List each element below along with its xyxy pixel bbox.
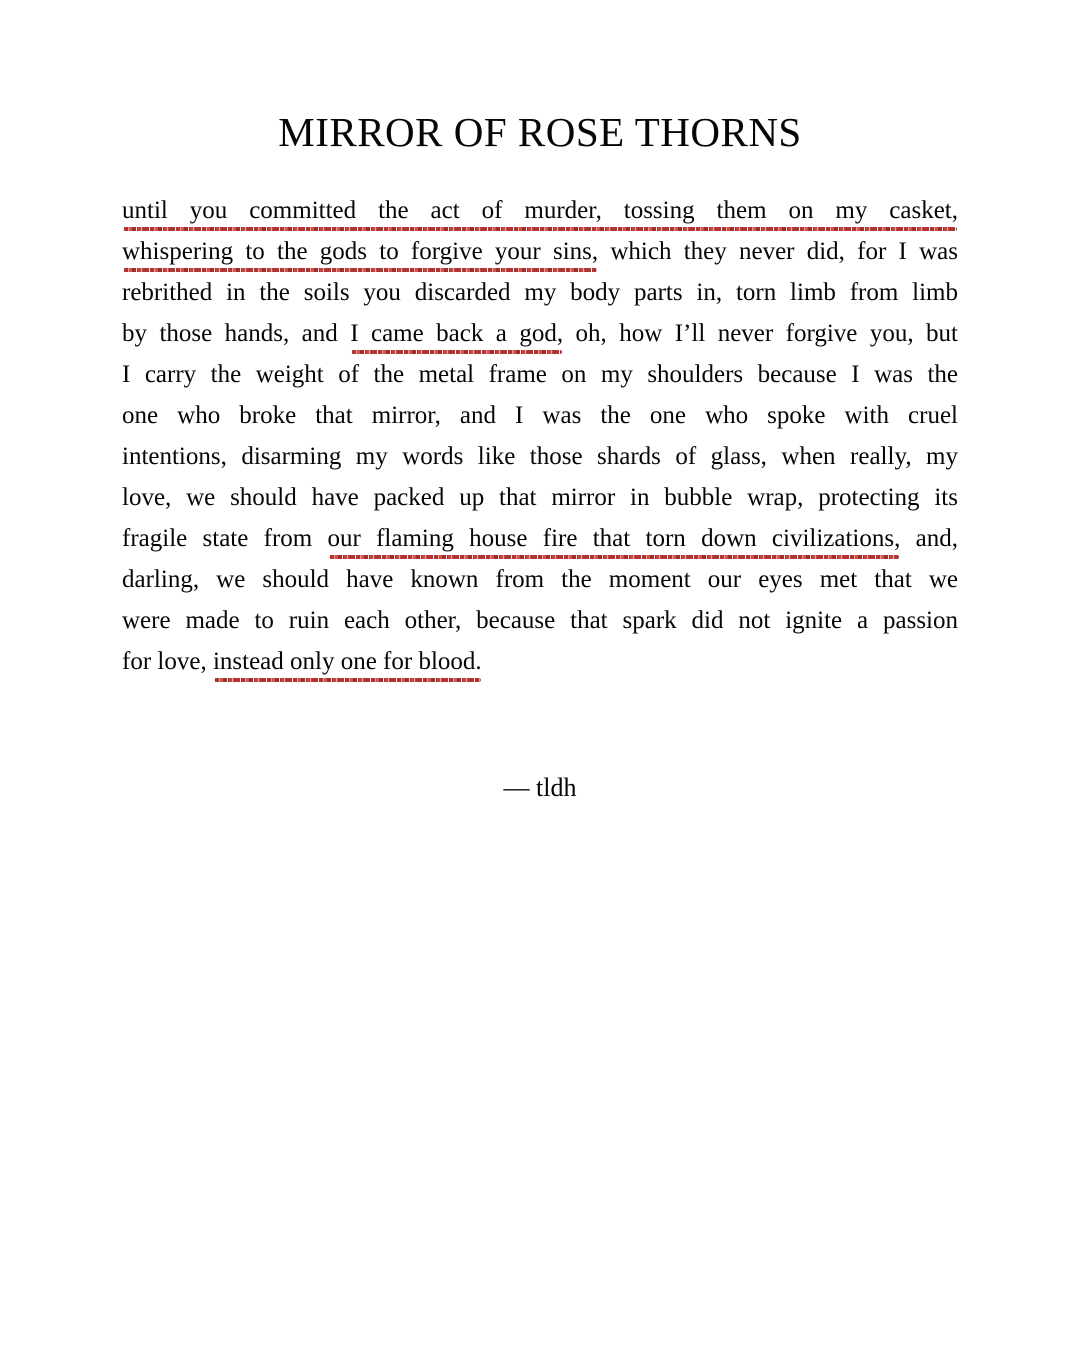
poem-text: love, we should have packed up that mirror in bubble wrap, protecting its — [122, 484, 958, 511]
underlined-phrase: until you committed the act of murder, tossing them on my casket, — [122, 197, 958, 224]
underlined-phrase: whispering to the gods to forgive your sins, — [122, 238, 599, 265]
poem-line — [122, 477, 958, 518]
underlined-phrase: our flaming house fire that torn down civilizations, — [327, 525, 901, 552]
poem-body — [122, 190, 958, 682]
poem-text: and, — [900, 525, 958, 552]
poem-text: darling, we should have known from the moment our eyes met that we — [122, 566, 958, 593]
poem-text: one who broke that mirror, and I was the one who spoke with cruel — [122, 402, 958, 429]
poem-line — [122, 272, 958, 313]
poem-text: intentions, disarming my words like those shards of glass, when really, my — [122, 443, 958, 470]
poem-text: I carry the weight of the metal frame on my shoulders because I was the — [122, 361, 958, 388]
poem-line — [122, 518, 958, 559]
poem-line — [122, 190, 958, 231]
poem-line — [122, 231, 958, 272]
poem-line — [122, 313, 958, 354]
poem-text: rebrithed in the soils you discarded my body parts in, torn limb from limb — [122, 279, 958, 306]
author-signature: — tldh — [503, 773, 577, 802]
poem-line — [122, 641, 958, 682]
poem-text: by those hands, and — [122, 320, 351, 347]
poem-text: fragile state from — [122, 525, 328, 552]
page-title: MIRROR OF ROSE THORNS — [278, 109, 802, 155]
underlined-phrase: instead only one for blood. — [212, 648, 482, 675]
poem-text: for love, — [122, 648, 213, 675]
poem-line — [122, 436, 958, 477]
poem-text: which they never did, for I was — [598, 238, 958, 265]
poem-line — [122, 354, 958, 395]
underlined-phrase: I came back a god, — [350, 320, 564, 347]
poem-line — [122, 600, 958, 641]
poem-line — [122, 395, 958, 436]
poem-text: were made to ruin each other, because that spark did not ignite a passion — [122, 607, 958, 634]
poem-line — [122, 559, 958, 600]
poem-text: oh, how I’ll never forgive you, but — [563, 320, 958, 347]
